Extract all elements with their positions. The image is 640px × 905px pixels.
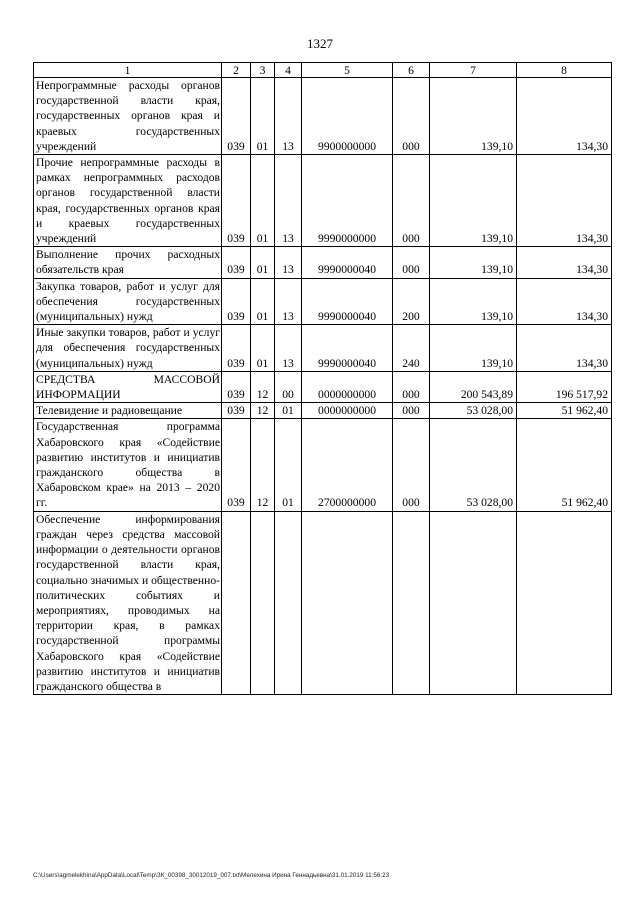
- amount-col8: 134,30: [517, 78, 612, 155]
- ministry-code: 039: [222, 371, 251, 402]
- subsection-code: 00: [275, 371, 302, 402]
- ministry-code: 039: [222, 325, 251, 372]
- expense-type-code: 000: [393, 155, 430, 247]
- expense-type-code: 000: [393, 403, 430, 419]
- subsection-code: 01: [275, 419, 302, 511]
- ministry-code: [222, 511, 251, 694]
- target-article-code: 9900000000: [302, 78, 393, 155]
- subsection-code: 13: [275, 78, 302, 155]
- subsection-code: 13: [275, 278, 302, 325]
- section-code: 12: [251, 371, 275, 402]
- expense-type-code: 000: [393, 371, 430, 402]
- table-row: [34, 371, 612, 402]
- header-cell: 2: [222, 63, 251, 78]
- subsection-code: [275, 511, 302, 694]
- amount-col8: 196 517,92: [517, 371, 612, 402]
- section-code: [251, 511, 275, 694]
- header-cell: 1: [34, 63, 222, 78]
- subsection-code: 13: [275, 247, 302, 278]
- target-article-code: 0000000000: [302, 403, 393, 419]
- ministry-code: 039: [222, 278, 251, 325]
- amount-col7: 139,10: [430, 278, 517, 325]
- expense-type-code: [393, 511, 430, 694]
- subsection-code: 13: [275, 155, 302, 247]
- amount-col7: 53 028,00: [430, 419, 517, 511]
- section-code: 01: [251, 78, 275, 155]
- header-cell: 7: [430, 63, 517, 78]
- amount-col8: 134,30: [517, 278, 612, 325]
- row-name: Иные закупки товаров, работ и услуг для обеспечения государственных (муниципальных) нужд: [34, 325, 222, 372]
- expense-type-code: 240: [393, 325, 430, 372]
- amount-col8: 134,30: [517, 325, 612, 372]
- subsection-code: 13: [275, 325, 302, 372]
- ministry-code: 039: [222, 78, 251, 155]
- target-article-code: 0000000000: [302, 371, 393, 402]
- table-header-row: [34, 63, 612, 78]
- header-cell: 3: [251, 63, 275, 78]
- amount-col7: [430, 511, 517, 694]
- target-article-code: [302, 511, 393, 694]
- section-code: 01: [251, 278, 275, 325]
- budget-table: [33, 62, 612, 695]
- row-name: Государственная программа Хабаровского края «Содействие развитию институтов и инициатив гражданского общества в Хабаровском крае» на 2013 – 2020 гг.: [34, 419, 222, 511]
- expense-type-code: 000: [393, 247, 430, 278]
- expense-type-code: 200: [393, 278, 430, 325]
- ministry-code: 039: [222, 155, 251, 247]
- amount-col7: 200 543,89: [430, 371, 517, 402]
- row-name: Непрограммные расходы органов государственной власти края, государственных органов края и краевых государственных учреждений: [34, 78, 222, 155]
- table-row: [34, 403, 612, 419]
- row-name: Телевидение и радиовещание: [34, 403, 222, 419]
- row-name: Выполнение прочих расходных обязательств края: [34, 247, 222, 278]
- section-code: 01: [251, 155, 275, 247]
- amount-col7: 139,10: [430, 247, 517, 278]
- table-row: [34, 419, 612, 511]
- target-article-code: 2700000000: [302, 419, 393, 511]
- header-cell: 6: [393, 63, 430, 78]
- header-cell: 8: [517, 63, 612, 78]
- header-cell: 4: [275, 63, 302, 78]
- target-article-code: 9990000000: [302, 155, 393, 247]
- row-name: СРЕДСТВА МАССОВОЙ ИНФОРМАЦИИ: [34, 371, 222, 402]
- header-cell: 5: [302, 63, 393, 78]
- document-footer-path: C:\Users\agmelekhina\AppData\Local\Temp\ЗК_00398_30012019_007.txt\Мелехина Ирина Геннадьевна\31.01.2019 11:56:23: [33, 872, 390, 879]
- table-row: [34, 278, 612, 325]
- amount-col8: [517, 511, 612, 694]
- table-row: [34, 155, 612, 247]
- row-name: Закупка товаров, работ и услуг для обеспечения государственных (муниципальных) нужд: [34, 278, 222, 325]
- row-name: Прочие непрограммные расходы в рамках непрограммных расходов органов государственной власти края, государственных органов края и краевых государственных учреждений: [34, 155, 222, 247]
- row-name: Обеспечение информирования граждан через средства массовой информации о деятельности органов государственной власти края, социально значимых и общественно-политических событиях и мероприятиях, проводимых на территории края, в рамках государственной программы Хабаровского края «Содействие развитию институтов и инициатив гражданского общества в: [34, 511, 222, 694]
- amount-col7: 53 028,00: [430, 403, 517, 419]
- amount-col7: 139,10: [430, 155, 517, 247]
- section-code: 12: [251, 403, 275, 419]
- section-code: 12: [251, 419, 275, 511]
- amount-col8: 51 962,40: [517, 403, 612, 419]
- amount-col7: 139,10: [430, 78, 517, 155]
- section-code: 01: [251, 247, 275, 278]
- target-article-code: 9990000040: [302, 278, 393, 325]
- expense-type-code: 000: [393, 78, 430, 155]
- table-row: [34, 78, 612, 155]
- page-number: 1327: [307, 36, 333, 51]
- table-row: [34, 511, 612, 694]
- subsection-code: 01: [275, 403, 302, 419]
- ministry-code: 039: [222, 247, 251, 278]
- amount-col8: 51 962,40: [517, 419, 612, 511]
- amount-col8: 134,30: [517, 155, 612, 247]
- section-code: 01: [251, 325, 275, 372]
- amount-col8: 134,30: [517, 247, 612, 278]
- expense-type-code: 000: [393, 419, 430, 511]
- amount-col7: 139,10: [430, 325, 517, 372]
- target-article-code: 9990000040: [302, 325, 393, 372]
- ministry-code: 039: [222, 403, 251, 419]
- table-row: [34, 247, 612, 278]
- table-row: [34, 325, 612, 372]
- target-article-code: 9990000040: [302, 247, 393, 278]
- ministry-code: 039: [222, 419, 251, 511]
